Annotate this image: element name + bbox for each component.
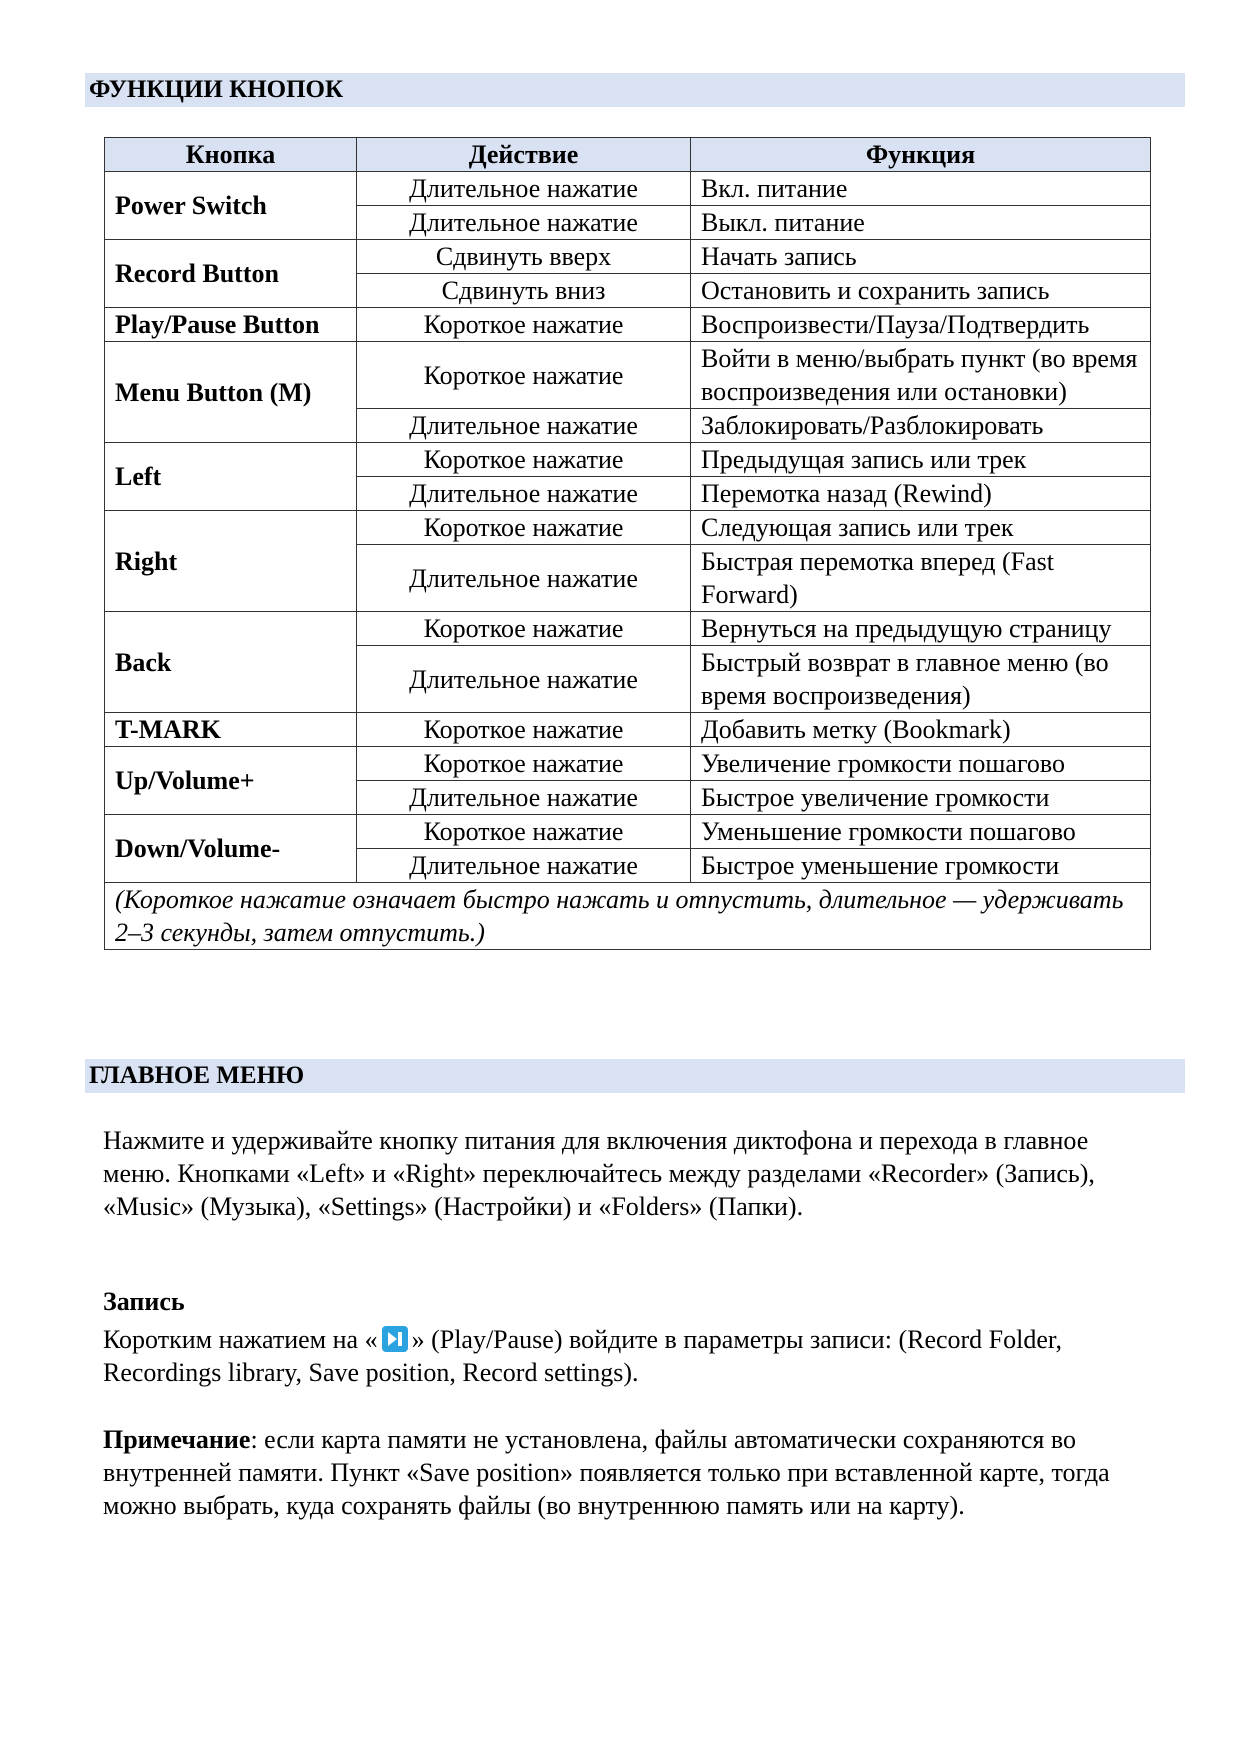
- button-name-cell: T-MARK: [105, 713, 357, 747]
- action-cell: Короткое нажатие: [357, 815, 691, 849]
- function-cell: Добавить метку (Bookmark): [691, 713, 1151, 747]
- button-name-cell: Up/Volume+: [105, 747, 357, 815]
- section-header-buttons: ФУНКЦИИ КНОПОК: [85, 73, 1185, 107]
- action-cell: Длительное нажатие: [357, 646, 691, 713]
- table-row: [105, 815, 1151, 849]
- button-name-cell: Left: [105, 443, 357, 511]
- button-name-cell: Power Switch: [105, 172, 357, 240]
- table-row: [105, 612, 1151, 646]
- function-cell: Воспроизвести/Пауза/Подтвердить: [691, 308, 1151, 342]
- column-header-function: Функция: [691, 138, 1151, 172]
- action-cell: Короткое нажатие: [357, 612, 691, 646]
- table-row: [105, 747, 1151, 781]
- note-label: Примечание: [103, 1425, 251, 1454]
- record-text-before: Коротким нажатием на «: [103, 1325, 378, 1354]
- button-functions-table: [104, 137, 1151, 950]
- action-cell: Короткое нажатие: [357, 747, 691, 781]
- column-header-button: Кнопка: [105, 138, 357, 172]
- action-cell: Короткое нажатие: [357, 342, 691, 409]
- table-row: [105, 713, 1151, 747]
- function-cell: Начать запись: [691, 240, 1151, 274]
- action-cell: Длительное нажатие: [357, 172, 691, 206]
- table-header-row: [105, 138, 1151, 172]
- note-text: : если карта памяти не установлена, файлы автоматически сохраняются во внутренней памяти. Пункт «Save position» появляется только при вставленной карте, тогда можно выбрать, куда сохранять файлы (во внутреннюю память или на карту).: [103, 1425, 1110, 1520]
- function-cell: Вернуться на предыдущую страницу: [691, 612, 1151, 646]
- function-cell: Заблокировать/Разблокировать: [691, 409, 1151, 443]
- button-name-cell: Play/Pause Button: [105, 308, 357, 342]
- function-cell: Быстрое увеличение громкости: [691, 781, 1151, 815]
- button-name-cell: Back: [105, 612, 357, 713]
- button-name-cell: Record Button: [105, 240, 357, 308]
- table-row: [105, 240, 1151, 274]
- table-note: (Короткое нажатие означает быстро нажать и отпустить, длительное — удерживать 2–3 секунды, затем отпустить.): [105, 883, 1151, 950]
- function-cell: Войти в меню/выбрать пункт (во время воспроизведения или остановки): [691, 342, 1151, 409]
- function-cell: Увеличение громкости пошагово: [691, 747, 1151, 781]
- action-cell: Сдвинуть вниз: [357, 274, 691, 308]
- function-cell: Вкл. питание: [691, 172, 1151, 206]
- record-paragraph: [103, 1323, 1123, 1389]
- function-cell: Быстрое уменьшение громкости: [691, 849, 1151, 883]
- table-row: [105, 172, 1151, 206]
- function-cell: Быстрая перемотка вперед (Fast Forward): [691, 545, 1151, 612]
- function-cell: Перемотка назад (Rewind): [691, 477, 1151, 511]
- action-cell: Длительное нажатие: [357, 206, 691, 240]
- action-cell: Короткое нажатие: [357, 511, 691, 545]
- table-row: [105, 443, 1151, 477]
- section-header-menu: ГЛАВНОЕ МЕНЮ: [85, 1059, 1185, 1093]
- function-cell: Предыдущая запись или трек: [691, 443, 1151, 477]
- record-text-after: » (Play/Pause) войдите в параметры записи: (Record Folder, Recordings library, Save position, Record settings).: [103, 1325, 1063, 1387]
- note-paragraph: [103, 1423, 1123, 1522]
- action-cell: Короткое нажатие: [357, 713, 691, 747]
- button-name-cell: Down/Volume-: [105, 815, 357, 883]
- function-cell: Остановить и сохранить запись: [691, 274, 1151, 308]
- button-name-cell: Right: [105, 511, 357, 612]
- action-cell: Длительное нажатие: [357, 849, 691, 883]
- table-note-row: [105, 883, 1151, 950]
- table-row: [105, 308, 1151, 342]
- action-cell: Сдвинуть вверх: [357, 240, 691, 274]
- function-cell: Следующая запись или трек: [691, 511, 1151, 545]
- menu-intro-paragraph: Нажмите и удерживайте кнопку питания для включения диктофона и перехода в главное меню. Кнопками «Left» и «Right» переключайтесь между разделами «Recorder» (Запись), «Music» (Музыка), «Settings» (Настройки) и «Folders» (Папки).: [103, 1126, 1095, 1221]
- action-cell: Длительное нажатие: [357, 409, 691, 443]
- play-pause-icon: [382, 1326, 408, 1352]
- column-header-action: Действие: [357, 138, 691, 172]
- action-cell: Короткое нажатие: [357, 308, 691, 342]
- function-cell: Быстрый возврат в главное меню (во время воспроизведения): [691, 646, 1151, 713]
- action-cell: Длительное нажатие: [357, 781, 691, 815]
- table-row: [105, 511, 1151, 545]
- button-name-cell: Menu Button (M): [105, 342, 357, 443]
- action-cell: Длительное нажатие: [357, 477, 691, 511]
- function-cell: Выкл. питание: [691, 206, 1151, 240]
- action-cell: Короткое нажатие: [357, 443, 691, 477]
- function-cell: Уменьшение громкости пошагово: [691, 815, 1151, 849]
- action-cell: Длительное нажатие: [357, 545, 691, 612]
- record-subheading: Запись: [103, 1287, 185, 1316]
- table-row: [105, 342, 1151, 409]
